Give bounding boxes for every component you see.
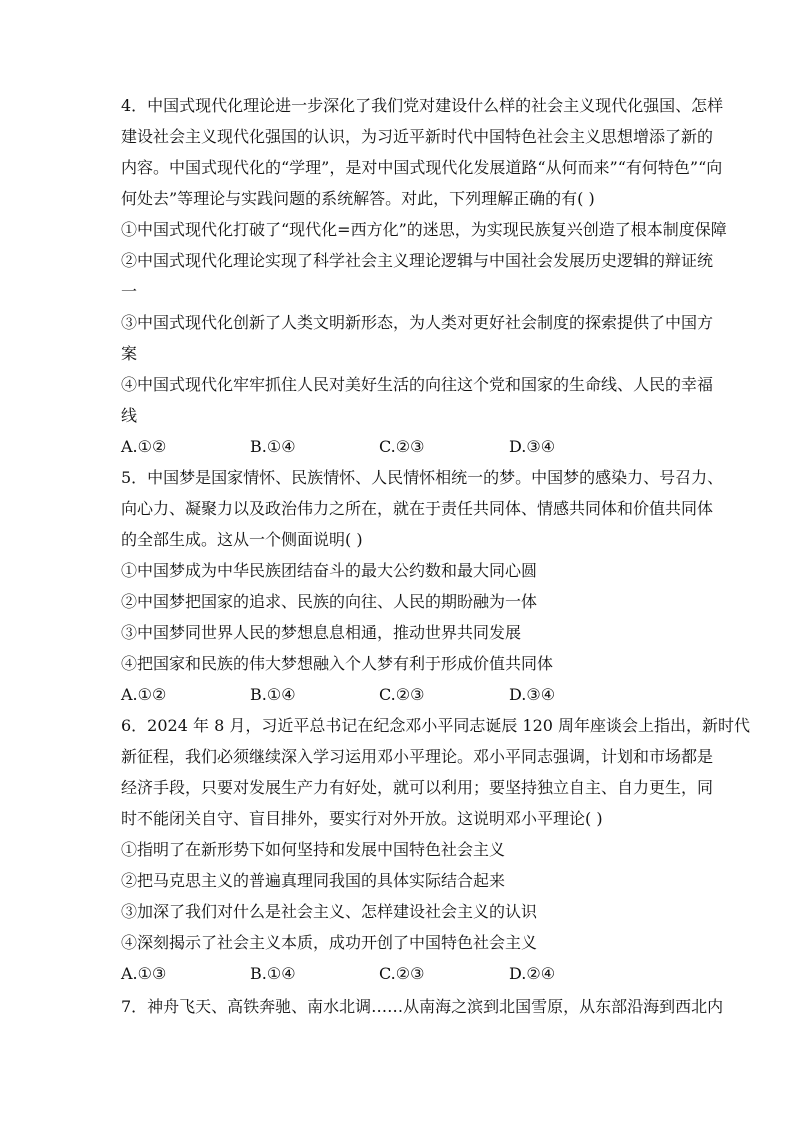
q5-stem-line: 的全部生成。这从一个侧面说明( ) bbox=[121, 530, 363, 549]
q4-statement: 线 bbox=[121, 406, 138, 425]
q5-option-b: B.①④ bbox=[250, 685, 296, 704]
q4-statement: ④中国式现代化牢牢抓住人民对美好生活的向往这个党和国家的生命线、人民的幸福 bbox=[121, 375, 714, 394]
q4-stem-line: 内容。中国式现代化的“学理”，是对中国式现代化发展道路“从何而来”“有何特色”“向 bbox=[121, 158, 723, 177]
q5-option-d: D.③④ bbox=[509, 685, 556, 704]
q6-stem-line: 新征程，我们必须继续深入学习运用邓小平理论。邓小平同志强调，计划和市场都是 bbox=[121, 747, 714, 766]
q4-statement: ②中国式现代化理论实现了科学社会主义理论逻辑与中国社会发展历史逻辑的辩证统 bbox=[121, 251, 714, 270]
q4-options bbox=[121, 436, 721, 458]
q6-option-c: C.②③ bbox=[379, 964, 425, 983]
q4-stem-line: 建设社会主义现代化强国的认识，为习近平新时代中国特色社会主义思想增添了新的 bbox=[121, 127, 714, 146]
q4-statement: 案 bbox=[121, 344, 138, 363]
q7-stem-line: 7．神舟飞天、高铁奔驰、南水北调……从南海之滨到北国雪原，从东部沿海到西北内 bbox=[121, 997, 724, 1016]
q6-statement: ③加深了我们对什么是社会主义、怎样建设社会主义的认识 bbox=[121, 902, 538, 921]
q5-option-c: C.②③ bbox=[379, 685, 425, 704]
q5-stem-line: 5．中国梦是国家情怀、民族情怀、人民情怀相统一的梦。中国梦的感染力、号召力、 bbox=[121, 468, 724, 487]
q6-statement: ①指明了在新形势下如何坚持和发展中国特色社会主义 bbox=[121, 840, 506, 859]
q6-options bbox=[121, 963, 721, 985]
q5-statement: ②中国梦把国家的追求、民族的向往、人民的期盼融为一体 bbox=[121, 592, 538, 611]
q6-stem-line: 时不能闭关自守、盲目排外，要实行对外开放。这说明邓小平理论( ) bbox=[121, 809, 603, 828]
q4-option-d: D.③④ bbox=[509, 437, 556, 456]
q5-options bbox=[121, 684, 721, 706]
q6-stem-line: 6．2024 年 8 月，习近平总书记在纪念邓小平同志诞辰 120 周年座谈会上指出，新时代 bbox=[121, 716, 751, 735]
q4-statement: 一 bbox=[121, 282, 138, 301]
q6-stem-line: 经济手段，只要对发展生产力有好处，就可以利用；要坚持独立自主、自力更生，同 bbox=[121, 778, 714, 797]
q5-statement: ③中国梦同世界人民的梦想息息相通，推动世界共同发展 bbox=[121, 623, 522, 642]
q5-option-a: A.①② bbox=[121, 685, 167, 704]
q4-statement: ③中国式现代化创新了人类文明新形态，为人类对更好社会制度的探索提供了中国方 bbox=[121, 313, 714, 332]
q4-option-b: B.①④ bbox=[250, 437, 296, 456]
q5-statement: ①中国梦成为中华民族团结奋斗的最大公约数和最大同心圆 bbox=[121, 561, 538, 580]
q6-statement: ④深刻揭示了社会主义本质，成功开创了中国特色社会主义 bbox=[121, 933, 538, 952]
q6-option-a: A.①③ bbox=[121, 964, 167, 983]
q4-stem-line: 4．中国式现代化理论进一步深化了我们党对建设什么样的社会主义现代化强国、怎样 bbox=[121, 96, 724, 115]
q6-option-d: D.②④ bbox=[509, 964, 556, 983]
q4-statement: ①中国式现代化打破了“现代化=西方化”的迷思，为实现民族复兴创造了根本制度保障 bbox=[121, 220, 727, 239]
q6-statement: ②把马克思主义的普遍真理同我国的具体实际结合起来 bbox=[121, 871, 506, 890]
q6-option-b: B.①④ bbox=[250, 964, 296, 983]
q4-option-c: C.②③ bbox=[379, 437, 425, 456]
q5-stem-line: 向心力、凝聚力以及政治伟力之所在，就在于责任共同体、情感共同体和价值共同体 bbox=[121, 499, 714, 518]
q4-stem-line: 何处去”等理论与实践问题的系统解答。对此，下列理解正确的有( ) bbox=[121, 189, 595, 208]
q4-option-a: A.①② bbox=[121, 437, 167, 456]
q5-statement: ④把国家和民族的伟大梦想融入个人梦有利于形成价值共同体 bbox=[121, 654, 554, 673]
